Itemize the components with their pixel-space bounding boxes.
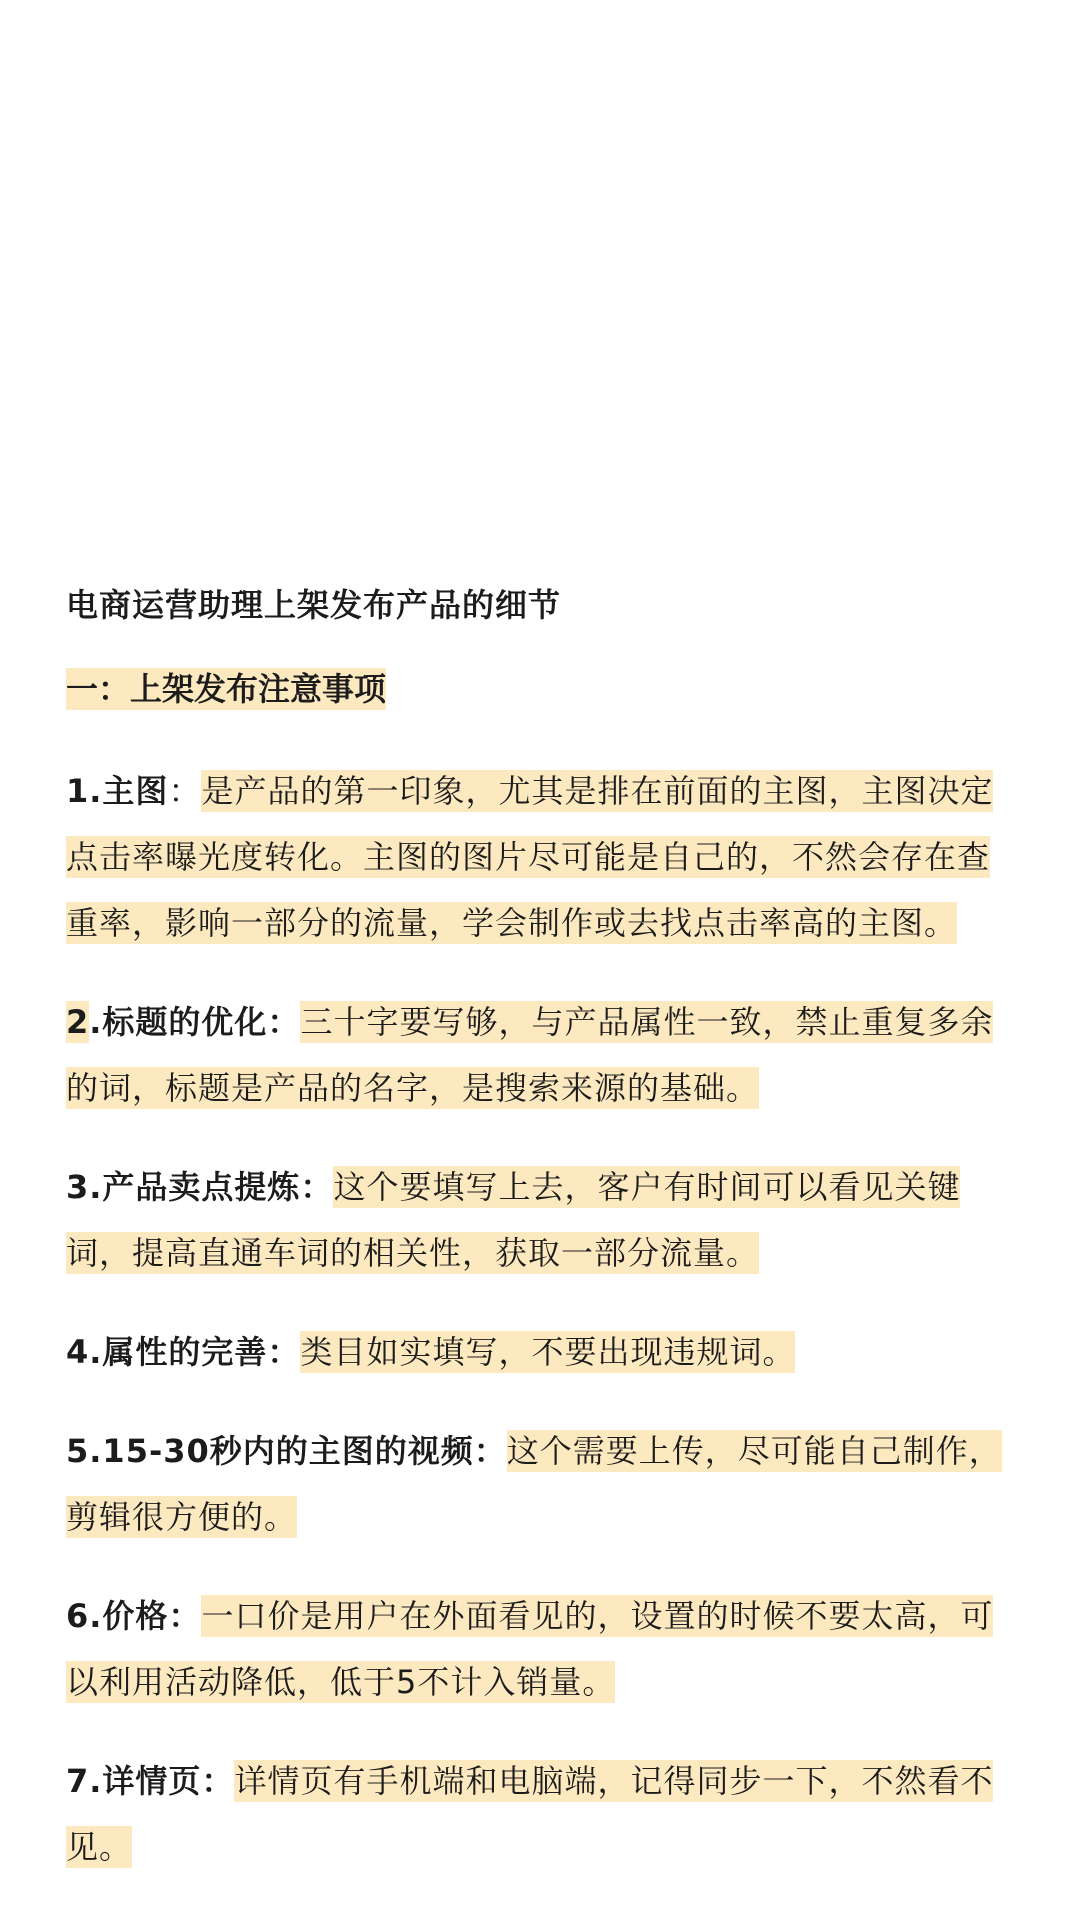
list-item [66, 989, 1006, 1121]
list-item [66, 758, 1006, 956]
item-text: 是产品的第一印象，尤其是排在前面的主图，主图决定点击率曝光度转化。主图的图片尽可能是自己的，不然会存在查重率，影响一部分的流量，学会制作或去找点击率高的主图。 [66, 772, 994, 942]
item-text: 类目如实填写，不要出现违规词。 [300, 1333, 796, 1371]
section-heading [66, 664, 1006, 714]
item-text: 三十字要写够，与产品属性一致，禁止重复多余的词，标题是产品的名字，是搜索来源的基础。 [66, 1003, 994, 1107]
item-text: 这个要填写上去，客户有时间可以看见关键词，提高直通车词的相关性，获取一部分流量。 [66, 1168, 961, 1272]
list-item [66, 1319, 1006, 1385]
item-separator: ： [168, 772, 202, 810]
item-text: 一口价是用户在外面看见的，设置的时候不要太高，可以利用活动降低，低于5不计入销量。 [66, 1597, 994, 1701]
item-label: 1.主图 [66, 772, 169, 810]
item-label: .标题的优化： [89, 1003, 301, 1041]
item-label: 7.详情页： [66, 1762, 235, 1800]
item-label: 4.属性的完善： [66, 1333, 301, 1371]
item-text: 详情页有手机端和电脑端，记得同步一下，不然看不见。 [66, 1762, 994, 1866]
list-item [66, 1748, 1006, 1880]
list-item [66, 1418, 1006, 1550]
list-item [66, 1154, 1006, 1286]
item-label: 6.价格： [66, 1597, 202, 1635]
item-label: 3.产品卖点提炼： [66, 1168, 334, 1206]
article [66, 580, 1006, 1913]
item-label: 5.15-30秒内的主图的视频： [66, 1432, 507, 1470]
item-text: 这个需要上传，尽可能自己制作，剪辑很方便的。 [66, 1432, 1002, 1536]
list-item [66, 1583, 1006, 1715]
article-title: 电商运营助理上架发布产品的细节 [66, 586, 562, 624]
item-number: 2 [66, 1003, 90, 1041]
section-heading-text: 一：上架发布注意事项 [66, 670, 387, 708]
